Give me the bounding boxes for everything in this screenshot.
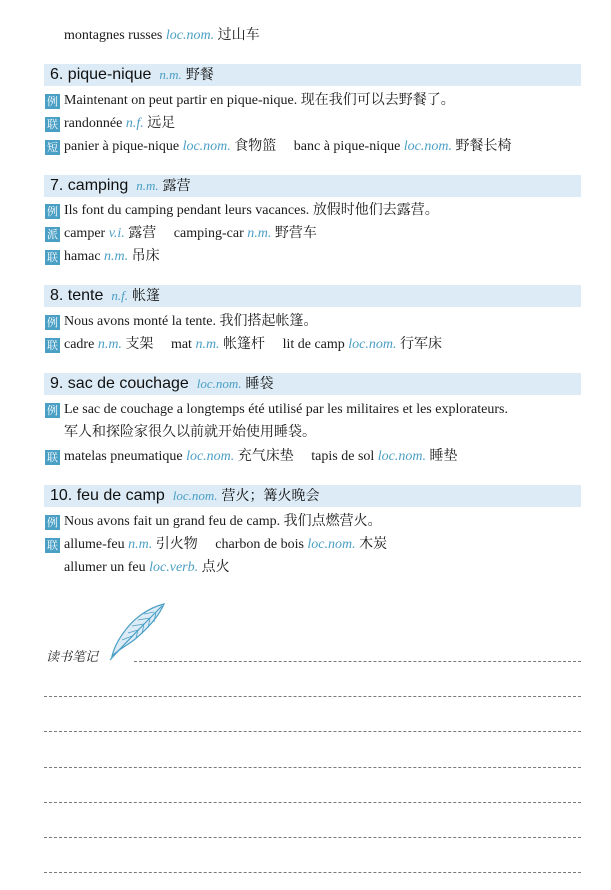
example-line xyxy=(64,92,455,110)
word: banc à pique-nique xyxy=(293,139,401,154)
translation: 营火；篝火晚会 xyxy=(221,488,320,504)
headword: 8. tente xyxy=(50,287,104,304)
example-fr: Ils font du camping pendant leurs vacances. xyxy=(64,203,310,218)
pos: n.m. xyxy=(128,537,153,552)
pos: loc.nom. xyxy=(165,28,215,43)
pos: loc.verb. xyxy=(149,560,199,575)
note-line xyxy=(44,872,581,873)
pos: v.i. xyxy=(108,226,125,241)
example-fr: Nous avons monté la tente. xyxy=(64,314,217,329)
word: camping-car xyxy=(173,226,244,241)
translation: 睡袋 xyxy=(245,376,274,392)
entry-header xyxy=(44,64,581,86)
derived-tag: 派 xyxy=(47,228,58,241)
word: allumer un feu xyxy=(64,560,146,575)
note-line xyxy=(44,802,581,803)
example-zh: 军人和探险家很久以前就开始使用睡袋。 xyxy=(64,425,316,440)
translation: 野餐 xyxy=(185,67,214,83)
link-line xyxy=(64,336,442,354)
example-fr: Le sac de couchage a longtemps été utilisé par les militaires et les explorateurs. xyxy=(64,402,508,417)
translation: 露营 xyxy=(162,178,191,194)
pos: loc.nom. xyxy=(307,537,356,552)
example-zh: 放假时他们去露营。 xyxy=(312,203,439,218)
link-tag: 联 xyxy=(47,118,58,131)
example-tag: 例 xyxy=(47,95,58,108)
link-line xyxy=(64,536,387,554)
feather-icon xyxy=(104,600,168,662)
entry-header xyxy=(44,373,581,395)
pos: n.f. xyxy=(111,288,128,303)
note-line xyxy=(44,731,581,732)
translation: 支架 xyxy=(125,337,154,352)
translation: 行军床 xyxy=(399,337,442,352)
link-tag: 联 xyxy=(47,451,58,464)
short-line xyxy=(64,138,512,156)
translation: 引火物 xyxy=(155,537,198,552)
short-tag: 短 xyxy=(47,141,58,154)
example-tag: 例 xyxy=(47,205,58,218)
translation: 帐篷 xyxy=(132,288,160,304)
translation: 野营车 xyxy=(274,226,317,241)
note-line xyxy=(44,767,581,768)
link-tag: 联 xyxy=(47,339,58,352)
pos: loc.nom. xyxy=(182,139,231,154)
word: cadre xyxy=(64,337,95,352)
headword: 6. pique-nique xyxy=(50,66,152,83)
pos: loc.nom. xyxy=(403,139,453,154)
translation: 远足 xyxy=(147,116,176,131)
translation: 木炭 xyxy=(359,537,388,552)
notes-label: 读书笔记 xyxy=(46,650,99,665)
pos: n.m. xyxy=(136,178,159,193)
link-line-2 xyxy=(64,559,230,577)
example-line xyxy=(64,513,382,531)
pos: loc.nom. xyxy=(348,337,397,352)
translation: 野餐长椅 xyxy=(455,139,512,154)
example-tag: 例 xyxy=(47,316,58,329)
translation: 帐篷杆 xyxy=(223,337,266,352)
entry-header xyxy=(44,285,581,307)
word: randonnée xyxy=(64,116,123,131)
word: allume-feu xyxy=(64,537,125,552)
word: montagnes russes xyxy=(64,28,163,43)
link-tag: 联 xyxy=(47,251,58,264)
pos: loc.nom. xyxy=(196,376,242,391)
note-line xyxy=(44,837,581,838)
example-line xyxy=(64,401,508,419)
note-line xyxy=(134,661,581,662)
pos: loc.nom. xyxy=(172,488,218,503)
entry-header xyxy=(44,175,581,197)
example-zh: 现在我们可以去野餐了。 xyxy=(300,93,455,108)
link-line xyxy=(64,248,160,266)
example-fr: Nous avons fait un grand feu de camp. xyxy=(64,514,281,529)
pos: loc.nom. xyxy=(186,449,235,464)
pos: n.f. xyxy=(125,116,144,131)
word: hamac xyxy=(64,249,101,264)
pos: n.m. xyxy=(247,226,272,241)
example-zh: 我们搭起帐篷。 xyxy=(219,314,318,329)
link-line xyxy=(64,115,175,133)
word: matelas pneumatique xyxy=(64,449,183,464)
word: tapis de sol xyxy=(311,449,375,464)
translation: 点火 xyxy=(201,560,230,575)
pos: loc.nom. xyxy=(377,449,427,464)
word: mat xyxy=(170,337,192,352)
word: panier à pique-nique xyxy=(64,139,180,154)
derived-line xyxy=(64,225,317,243)
headword: 9. sac de couchage xyxy=(50,375,189,392)
pos: n.m. xyxy=(159,67,182,82)
example-tag: 例 xyxy=(47,404,58,417)
note-line xyxy=(44,696,581,697)
pos: n.m. xyxy=(195,337,220,352)
translation: 吊床 xyxy=(131,249,160,264)
example-line-zh xyxy=(64,424,316,442)
link-tag: 联 xyxy=(47,539,58,552)
translation: 食物篮 xyxy=(234,139,277,154)
entry-header xyxy=(44,485,581,507)
top-line xyxy=(64,27,260,45)
pos: n.m. xyxy=(104,249,129,264)
example-zh: 我们点燃营火。 xyxy=(283,514,382,529)
example-line xyxy=(64,202,439,220)
link-line xyxy=(64,448,458,466)
pos: n.m. xyxy=(97,337,122,352)
translation: 睡垫 xyxy=(429,449,458,464)
translation: 过山车 xyxy=(217,28,260,43)
example-tag: 例 xyxy=(47,516,58,529)
translation: 充气床垫 xyxy=(237,449,294,464)
translation: 露营 xyxy=(128,226,157,241)
word: lit de camp xyxy=(282,337,345,352)
headword: 7. camping xyxy=(50,177,129,194)
example-line xyxy=(64,313,318,331)
word: charbon de bois xyxy=(215,537,304,552)
example-fr: Maintenant on peut partir en pique-nique. xyxy=(64,93,298,108)
headword: 10. feu de camp xyxy=(50,487,165,504)
word: camper xyxy=(64,226,106,241)
